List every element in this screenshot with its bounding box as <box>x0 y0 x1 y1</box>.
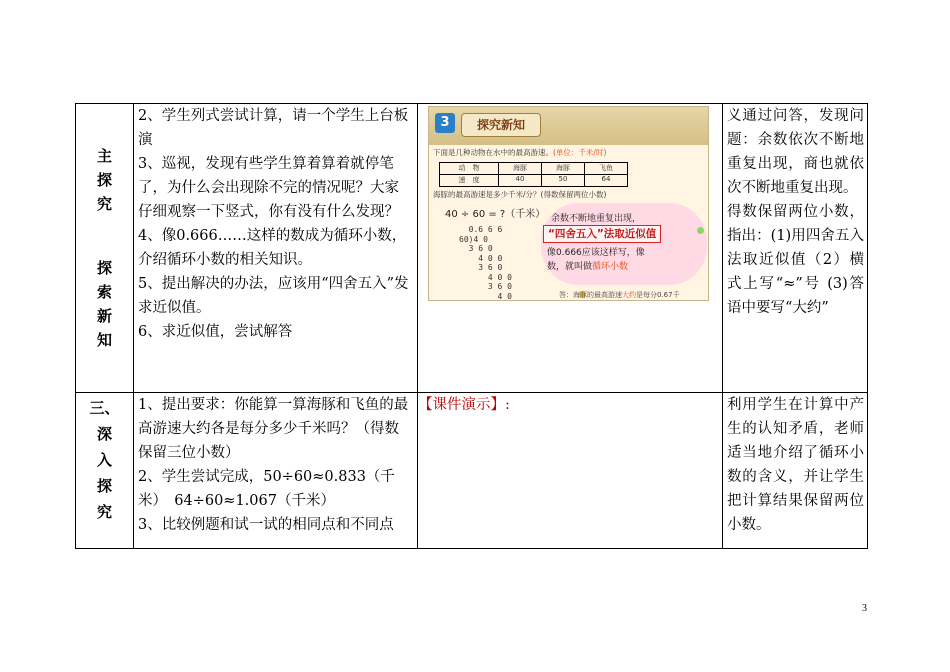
slide-question: 下面是几种动物在水中的最高游速。(单位：千米/时) <box>433 148 607 157</box>
media-cell <box>418 393 723 549</box>
page-number: 3 <box>862 603 867 614</box>
bubble-text: 像0.666应该这样写，像 <box>547 248 645 258</box>
design-note: 利用学生在计算中产生的认知矛盾，老师适当地介绍了循环小数的含义，并让学生把计算结果保留两位小数。 <box>727 397 864 533</box>
stage-char: 索 <box>96 283 112 301</box>
stage-char: 主 <box>96 147 112 165</box>
table-cell: 50 <box>542 175 585 187</box>
stage-char: 究 <box>96 195 112 213</box>
decor-dot-icon <box>697 227 704 234</box>
table-cell: 速 度 <box>440 175 499 187</box>
stage-char: 究 <box>96 503 112 521</box>
design-note: 得数保留两位小数，指出：(1)用四舍五入法取近似值（2）横式上写“≈”号 (3)答语中要写“大约” <box>727 204 864 316</box>
stage-char: 深 <box>96 425 112 443</box>
slide-title: 探究新知 <box>461 113 541 137</box>
table-row <box>440 175 628 187</box>
media-cell <box>418 104 723 393</box>
courseware-slide-image <box>428 106 709 301</box>
process-step: 1、提出要求：你能算一算海豚和飞鱼的最高游速大约各是每分多少千米吗？（得数保留三位小数） <box>138 397 409 461</box>
process-step: 2、学生尝试完成，50÷60≈0.833（千米） 64÷60≈1.067（千米） <box>138 469 395 509</box>
design-intent-cell <box>723 393 868 549</box>
stage-label <box>76 393 133 525</box>
table-row <box>440 163 628 175</box>
table-cell: 海豚 <box>499 163 542 175</box>
bubble-highlight-box: “四舍五入”法取近似值 <box>543 225 661 243</box>
table-cell: 飞鱼 <box>585 163 628 175</box>
courseware-demo-label: 【课件演示】: <box>418 397 510 413</box>
slide-unit: (单位：千米/时) <box>553 148 607 157</box>
slide-answer: 答：海豚的最高游速大约是每分0.67千 <box>559 291 680 299</box>
process-step: 3、巡视，发现有些学生算着算着就停笔了，为什么会出现除不完的情况呢？大家仔细观察一下竖式，你有没有什么发现？ <box>138 156 399 220</box>
slide-equation: 40 ÷ 60 = ?（千米） <box>445 209 546 220</box>
slide-number-badge: 3 <box>435 113 455 133</box>
stage-char: 入 <box>96 451 112 469</box>
lesson-plan-table <box>75 103 868 549</box>
stage-char: 知 <box>96 331 112 349</box>
stage-char: 探 <box>96 259 112 277</box>
table-cell: 海豚 <box>542 163 585 175</box>
design-intent-cell <box>723 104 868 393</box>
stage-char: 探 <box>96 477 112 495</box>
design-note: 义通过问答，发现问题：余数依次不断地重复出现，商也就依次不断地重复出现。 <box>727 108 864 196</box>
slide-long-division: 0.6 6 6 60)4 0 3 6 0 4 0 0 3 6 0 4 0 0 3 6 0 4 0 <box>459 225 512 301</box>
slide-question-2: 海豚的最高游速是多少千米/分？(得数保留两位小数) <box>433 190 607 199</box>
process-step: 6、求近似值，尝试解答 <box>138 324 293 340</box>
stage-char: 新 <box>96 307 112 325</box>
table-cell: 动 物 <box>440 163 499 175</box>
process-step: 3、比较例题和试一试的相同点和不同点 <box>138 517 394 533</box>
process-step: 5、提出解决的办法，应该用“四舍五入”发求近似值。 <box>138 276 409 316</box>
table-cell: 64 <box>585 175 628 187</box>
table-row <box>76 393 868 549</box>
stage-label <box>76 104 133 352</box>
table-cell: 40 <box>499 175 542 187</box>
stage-cell <box>76 393 134 549</box>
process-cell <box>134 393 418 549</box>
stage-char: 三、 <box>89 399 120 417</box>
bubble-text: 余数不断地重复出现， <box>551 214 642 224</box>
bubble-text: 数，就叫做循环小数 <box>547 262 629 272</box>
table-row <box>76 104 868 393</box>
process-step: 4、像0.666……这样的数成为循环小数，介绍循环小数的相关知识。 <box>138 228 407 268</box>
stage-char: 探 <box>96 171 112 189</box>
stage-cell <box>76 104 134 393</box>
process-cell <box>134 104 418 393</box>
process-step: 2、学生列式尝试计算，请一个学生上台板演 <box>138 108 409 148</box>
slide-speed-table <box>439 162 628 187</box>
